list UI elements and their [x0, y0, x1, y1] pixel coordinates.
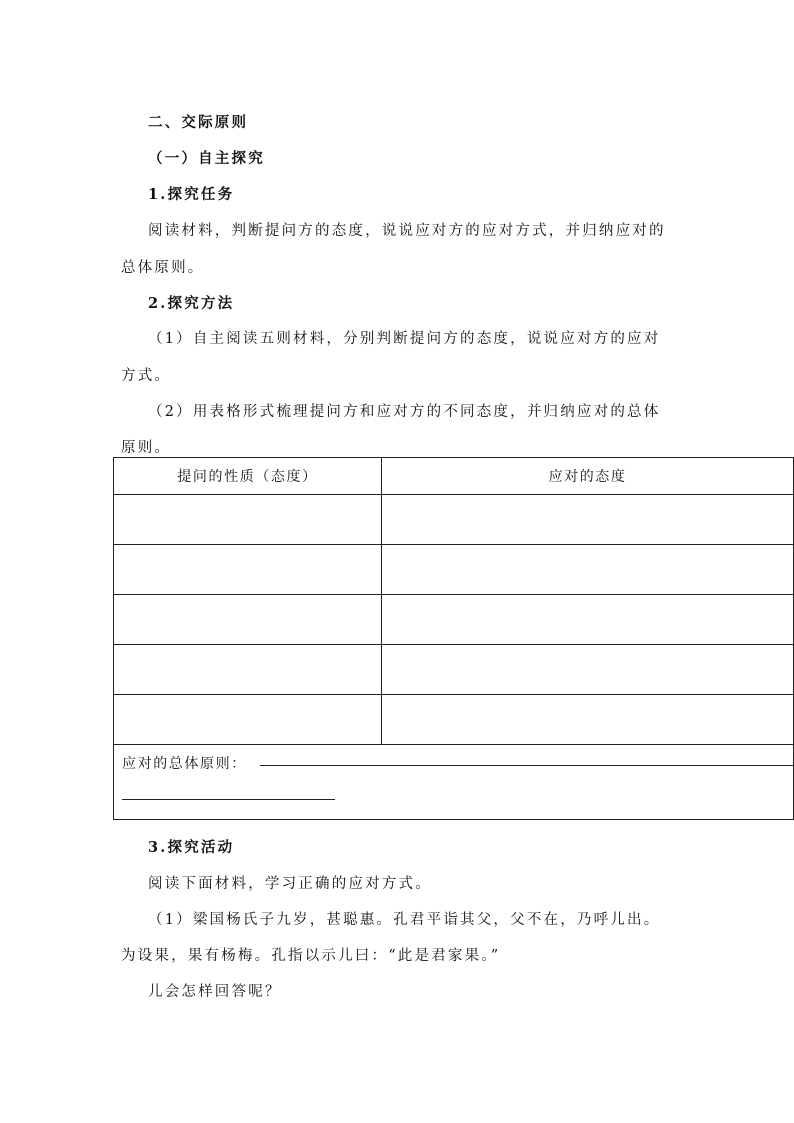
story-line2: 为设果，果有杨梅。孔指以示儿曰：“此是君家果。”	[121, 948, 501, 964]
cell-question[interactable]	[114, 545, 382, 595]
table-row	[114, 545, 794, 595]
attitude-table	[113, 457, 794, 820]
method-item2-line2: 原则。	[121, 440, 172, 456]
story-question: 儿会怎样回答呢？	[148, 984, 282, 1000]
cell-question[interactable]	[114, 645, 382, 695]
cell-response[interactable]	[382, 645, 794, 695]
summary-label: 应对的总体原则：	[122, 756, 247, 772]
col-header-question: 提问的性质（态度）	[114, 458, 382, 495]
subsection-heading: （一）自主探究	[148, 150, 265, 167]
cell-response[interactable]	[382, 595, 794, 645]
summary-row	[114, 745, 794, 820]
story-line1: （1）梁国杨氏子九岁，甚聪惠。孔君平诣其父，父不在，乃呼儿出。	[148, 912, 661, 928]
task-text-line1: 阅读材料，判断提问方的态度，说说应对方的应对方式，并归纳应对的	[148, 223, 666, 239]
task-heading: 1.探究任务	[148, 186, 235, 203]
table-row	[114, 695, 794, 745]
cell-question[interactable]	[114, 495, 382, 545]
cell-response[interactable]	[382, 695, 794, 745]
table-row	[114, 495, 794, 545]
table-header-row	[114, 458, 794, 495]
summary-cell	[114, 745, 794, 820]
activity-intro: 阅读下面材料，学习正确的应对方式。	[148, 876, 432, 892]
summary-answer-line[interactable]	[260, 765, 793, 766]
table-row	[114, 645, 794, 695]
task-text-line2: 总体原则。	[121, 260, 205, 276]
cell-response[interactable]	[382, 495, 794, 545]
method-item1-line1: （1）自主阅读五则材料，分别判断提问方的态度，说说应对方的应对	[148, 331, 661, 347]
summary-answer-line-continued[interactable]	[122, 799, 335, 800]
cell-question[interactable]	[114, 595, 382, 645]
table-row	[114, 595, 794, 645]
method-heading: 2.探究方法	[148, 295, 235, 312]
activity-heading: 3.探究活动	[148, 839, 235, 856]
cell-response[interactable]	[382, 545, 794, 595]
cell-question[interactable]	[114, 695, 382, 745]
col-header-response: 应对的态度	[382, 458, 794, 495]
section-heading: 二、交际原则	[148, 114, 249, 131]
method-item1-line2: 方式。	[121, 368, 172, 384]
method-item2-line1: （2）用表格形式梳理提问方和应对方的不同态度，并归纳应对的总体	[148, 404, 661, 420]
